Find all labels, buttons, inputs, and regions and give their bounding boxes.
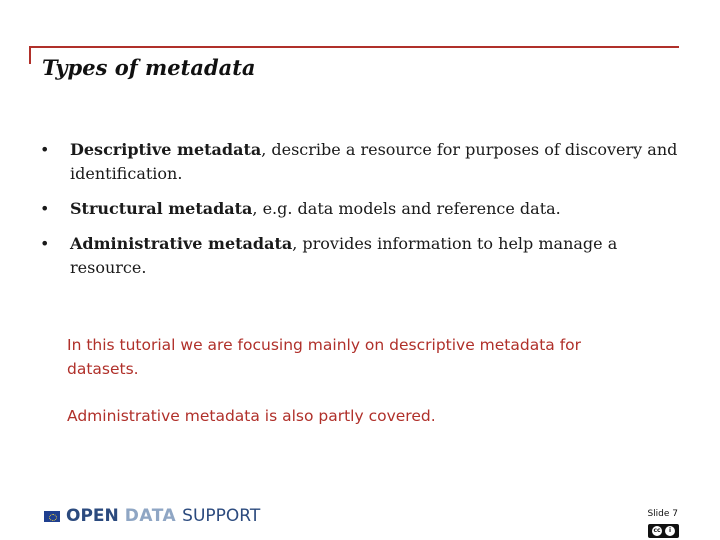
bullet-text: , describe a resource for purposes of discovery and identification.	[70, 140, 678, 183]
logo-text-support: SUPPORT	[182, 506, 261, 526]
bullet-term: Descriptive metadata	[70, 140, 262, 159]
bullet-list	[40, 138, 690, 291]
logo-text-data: DATA	[124, 506, 177, 526]
tutorial-note: In this tutorial we are focusing mainly on descriptive metadata for datasets.	[67, 336, 582, 378]
bullet-text: , provides information to help manage a resource.	[70, 234, 618, 277]
open-data-support-logo	[44, 505, 260, 527]
slide-title: Types of metadata	[42, 55, 256, 80]
bullet-item	[40, 138, 690, 186]
bullet-item	[40, 232, 690, 280]
eu-flag-icon	[44, 511, 60, 522]
bullet-marker: •	[40, 199, 50, 218]
coverage-note: Administrative metadata is also partly covered.	[67, 407, 436, 425]
title-rule	[29, 46, 679, 48]
bullet-marker: •	[40, 234, 50, 253]
bullet-item	[40, 197, 690, 221]
cc-icon: cc	[653, 527, 661, 534]
bullet-term: Administrative metadata	[70, 234, 293, 253]
bullet-text: , e.g. data models and reference data.	[252, 199, 561, 218]
bullet-term: Structural metadata	[70, 199, 253, 218]
logo-text-open: OPEN	[66, 506, 119, 526]
title-rule-left	[29, 46, 31, 64]
bullet-marker: •	[40, 140, 50, 159]
by-icon: i	[665, 526, 675, 536]
slide-number: Slide 7	[647, 509, 678, 519]
cc-by-icon	[648, 524, 679, 538]
